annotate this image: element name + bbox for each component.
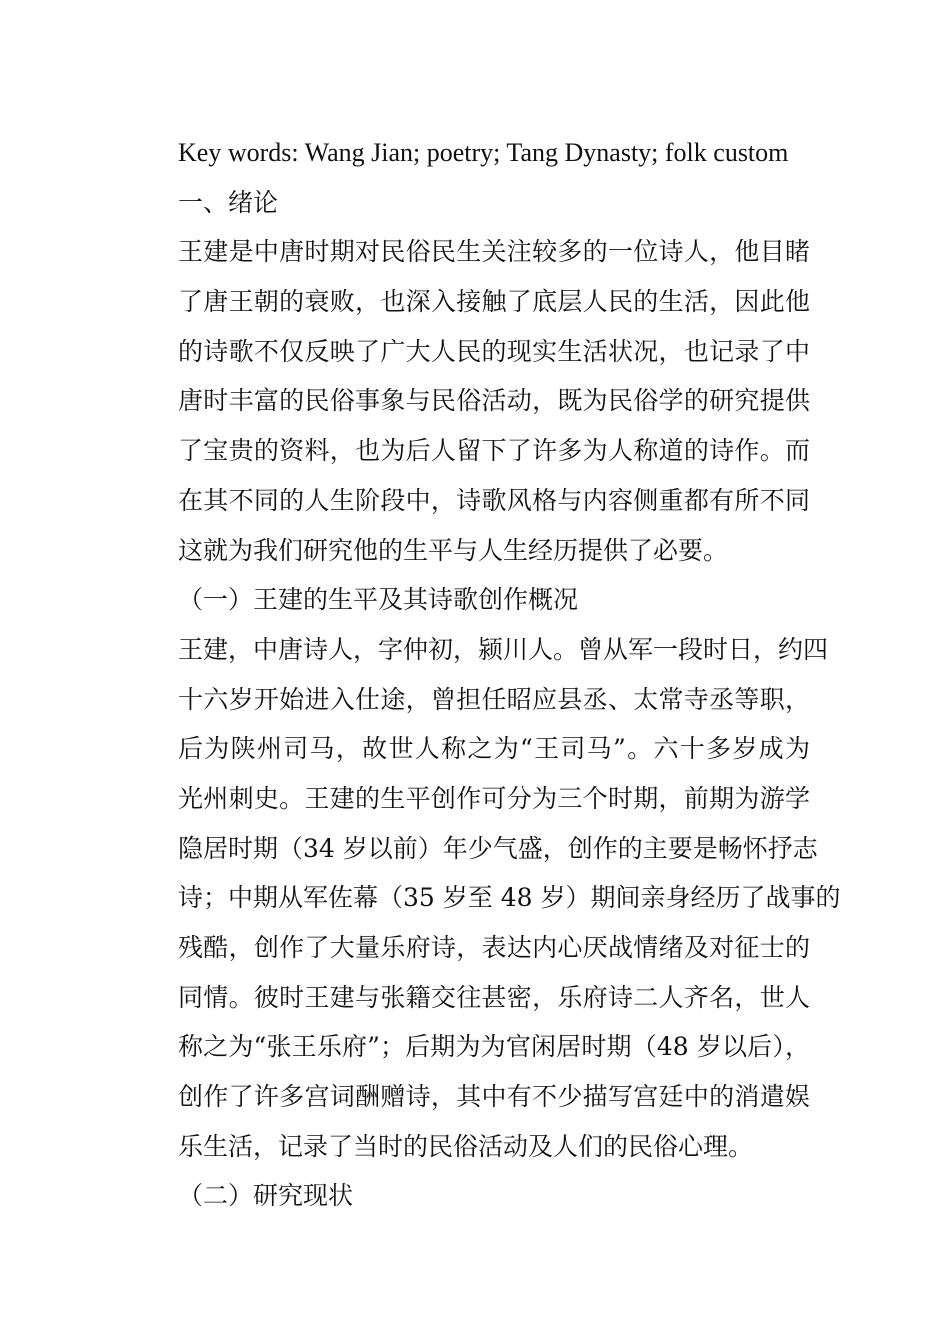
keywords-line: Key words: Wang Jian; poetry; Tang Dynasty; folk custom	[178, 138, 789, 167]
paragraph-line: 创作了许多宫词酬赠诗，其中有不少描写宫廷中的消遣娱	[178, 1082, 810, 1112]
paragraph-line: 诗；中期从军佐幕（35 岁至 48 岁）期间亲身经历了战事的	[178, 883, 841, 913]
paragraph-line: 在其不同的人生阶段中，诗歌风格与内容侧重都有所不同	[178, 485, 810, 515]
paragraph-line: 十六岁开始进入仕途，曾担任昭应县丞、太常寺丞等职，	[178, 684, 810, 714]
paragraph-line: 王建是中唐时期对民俗民生关注较多的一位诗人，他目睹	[178, 237, 810, 267]
section-heading-life: （一）王建的生平及其诗歌创作概况	[178, 585, 579, 615]
paragraph-line: 了宝贵的资料，也为后人留下了许多为人称道的诗作。而	[178, 436, 810, 466]
paragraph-line: 光州刺史。王建的生平创作可分为三个时期，前期为游学	[178, 783, 810, 813]
paragraph-line: 残酷，创作了大量乐府诗，表达内心厌战情绪及对征士的	[178, 933, 810, 962]
intro-heading: 一、绪论	[178, 187, 279, 217]
life-paragraph	[178, 625, 841, 1172]
paragraph-line: 了唐王朝的衰败，也深入接触了底层人民的生活，因此他	[178, 287, 810, 317]
section-heading-research-status: （二）研究现状	[178, 1181, 354, 1211]
paragraph-line: 称之为“张王乐府”；后期为为官闲居时期（48 岁以后），	[178, 1032, 810, 1062]
paragraph-line: 唐时丰富的民俗事象与民俗活动，既为民俗学的研究提供	[178, 386, 810, 416]
paragraph-line: 王建，中唐诗人，字仲初，颍川人。曾从军一段时日，约四	[178, 634, 829, 664]
paragraph-line: 这就为我们研究他的生平与人生经历提供了必要。	[178, 535, 729, 565]
paragraph-line: 的诗歌不仅反映了广大人民的现实生活状况，也记录了中	[178, 336, 810, 366]
paragraph-line: 同情。彼时王建与张籍交往甚密，乐府诗二人齐名，世人	[178, 982, 810, 1012]
document-body	[178, 128, 841, 1221]
paragraph-line: 乐生活，记录了当时的民俗活动及人们的民俗心理。	[178, 1131, 754, 1161]
intro-paragraph	[178, 227, 810, 575]
paragraph-line: 后为陕州司马，故世人称之为“王司马”。六十多岁成为	[178, 734, 810, 764]
paragraph-line: 隐居时期（34 岁以前）年少气盛，创作的主要是畅怀抒志	[178, 833, 818, 863]
